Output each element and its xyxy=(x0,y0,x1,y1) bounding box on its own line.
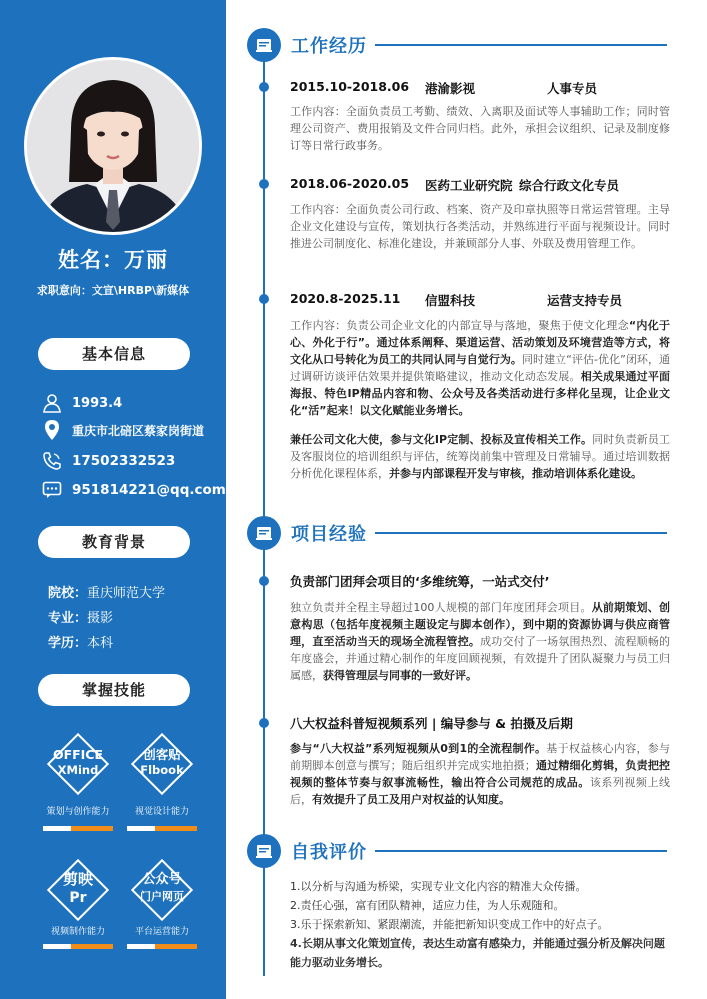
email-row xyxy=(40,478,226,502)
evaluation-section-title xyxy=(247,834,367,868)
skill-office-line2: XMind xyxy=(57,763,99,777)
project-1-desc-b: 从前期策划、创意构思（包括年度视频主题设定与脚本创作），到中期的资源协调与供应商管理，直至活动当天的现场全流程管控。 xyxy=(290,601,670,648)
skill-office-line1: OFFICE xyxy=(52,747,104,762)
evaluation-section-label: 自我评价 xyxy=(291,842,367,863)
job-3-period: 2020.8-2025.11 xyxy=(290,291,401,306)
skill-design-bar xyxy=(127,826,197,831)
address-value: 重庆市北碚区蔡家岗街道 xyxy=(72,423,205,438)
evaluation-item: 1.以分析与沟通为桥梁，实现专业文化内容的精准大众传播。 xyxy=(290,880,587,893)
skills-heading: 掌握技能 xyxy=(38,674,190,706)
job-intent: 求职意向：文宣\HRBP\新媒体 xyxy=(36,284,190,297)
birth-value: 1993.4 xyxy=(72,395,123,411)
sidebar xyxy=(0,0,226,999)
profile-photo xyxy=(24,57,202,235)
skill-video xyxy=(38,860,118,937)
chat-icon xyxy=(40,479,64,501)
project-2-desc-d: 该系列视频上线后， xyxy=(290,776,670,806)
skill-design-fill xyxy=(155,826,197,831)
education-heading: 教育背景 xyxy=(38,526,190,558)
job-3-extra xyxy=(290,431,670,482)
user-icon xyxy=(40,392,64,414)
book-icon xyxy=(247,28,281,62)
job-1-company: 港渝影视 xyxy=(425,81,476,96)
job-1-role: 人事专员 xyxy=(547,81,598,96)
birth-row xyxy=(40,391,122,415)
edu-school xyxy=(48,582,165,601)
skill-design xyxy=(122,734,202,817)
edu-degree xyxy=(48,632,113,651)
job-3-extra-b: 同时负责新员工及客服岗位的培训组织与评估，统筹岗前集中管理及日常辅导。通过培训数据分析优化课程体系， xyxy=(290,433,671,480)
skill-platform xyxy=(122,860,202,937)
job-3-extra-c: 并参与内部课程开发与审核，推动培训体系化建设。 xyxy=(389,467,642,480)
project-section-rule xyxy=(375,532,667,534)
project-2-desc-a: 参与“八大权益”系列短视频从0到1的全流程制作。 xyxy=(290,742,547,755)
skill-office-fill xyxy=(71,826,113,831)
email-value: 951814221@qq.com xyxy=(72,482,226,498)
location-pin-icon xyxy=(40,419,64,441)
job-1-desc: 工作内容：全面负责员工考勤、绩效、入离职及面试等人事辅助工作；同时管理公司资产、费用报销及文件合同归档。此外，承担会议组织、记录及制度修订等日常行政事务。 xyxy=(290,105,670,152)
job-3-desc-c: 同时建立“评估-优化”闭环，通过调研访谈评估效果并提供策略建议，推动文化动态发展。 xyxy=(290,353,671,383)
project-2-title: 八大权益科普短视频系列 | 编导参与 & 拍摄及后期 xyxy=(290,716,573,731)
project-1-title: 负责部门团拜会项目的‘多维统筹，一站式交付’ xyxy=(290,574,550,589)
basic-info-heading: 基本信息 xyxy=(38,338,190,370)
skill-platform-line1: 公众号 xyxy=(142,872,182,887)
skill-design-line1: 创客贴 xyxy=(143,747,181,762)
edu-degree-label: 学历： xyxy=(48,636,88,651)
phone-value: 17502332523 xyxy=(72,453,176,469)
job-2-role: 综合行政文化专员 xyxy=(519,178,620,193)
job-3-company: 信盟科技 xyxy=(425,293,476,308)
address-row xyxy=(40,418,204,442)
skill-design-line2: Flbook xyxy=(140,763,184,777)
skill-platform-line2: 门户网页 xyxy=(140,890,184,903)
job-3-desc-a: 工作内容：负责公司企业文化的内部宣导与落地，聚焦于使文化理念 xyxy=(290,319,629,332)
work-section-title xyxy=(247,28,367,62)
project-1-desc xyxy=(290,599,670,684)
skill-video-fill xyxy=(71,944,113,949)
skill-video-line1: 剪映 xyxy=(62,870,93,888)
edu-major-label: 专业： xyxy=(48,611,88,626)
evaluation-item: 3.乐于探索新知、紧跟潮流，并能把新知识变成工作中的好点子。 xyxy=(290,918,609,931)
project-1-desc-c: 成功交付了一场氛围热烈、流程顺畅的年度盛会，并通过精心制作的年度回顾视频，有效提升了团队凝聚力与员工归属感， xyxy=(290,635,671,682)
work-section-label: 工作经历 xyxy=(291,36,367,57)
edu-school-label: 院校： xyxy=(48,586,88,601)
skill-platform-label: 平台运营能力 xyxy=(134,927,189,937)
job-3-desc-d: 相关成果通过平面海报、特色IP精品内容和物、公众号及各类活动进行多样化呈现，让企业文化“活”起来！以文化赋能业务增长。 xyxy=(290,370,671,417)
timeline-dot xyxy=(259,576,269,586)
edu-major xyxy=(48,607,113,626)
skill-video-bar xyxy=(43,944,113,949)
edu-school-value: 重庆师范大学 xyxy=(87,586,166,601)
project-2-desc-e: 有效提升了员工及用户对权益的认知度。 xyxy=(312,793,510,806)
skill-office xyxy=(38,734,118,817)
skill-video-label: 视频制作能力 xyxy=(50,927,105,937)
job-3-extra-a: 兼任公司文化大使，参与文化IP定制、投标及宣传相关工作。 xyxy=(290,433,593,446)
person-name: 姓名：万丽 xyxy=(58,248,168,272)
edu-degree-value: 本科 xyxy=(87,636,114,651)
job-3-role: 运营支持专员 xyxy=(547,293,623,308)
job-3-desc-b: “内化于心、外化于行”。通过体系阐释、渠道运营、活动策划及环境营造等方式，将文化从口号转化为员工的共同认同与自觉行为。 xyxy=(290,319,671,366)
job-2-period: 2018.06-2020.05 xyxy=(290,176,410,191)
timeline-dot xyxy=(259,82,269,92)
phone-icon xyxy=(40,450,64,472)
project-2-desc-c: 通过精细化剪辑，负责把控视频的整体节奏与叙事流畅性，输出符合公司规范的成品。 xyxy=(290,759,671,789)
skill-video-line2: Pr xyxy=(69,890,87,906)
skill-platform-fill xyxy=(155,944,197,949)
timeline-dot xyxy=(259,294,269,304)
project-2-desc-b: 基于权益核心内容，参与前期脚本创意与撰写；随后组织并完成实地拍摄； xyxy=(290,742,671,772)
job-3-desc xyxy=(290,317,670,419)
work-section-rule xyxy=(375,44,667,46)
project-section-label: 项目经验 xyxy=(291,524,367,545)
timeline-dot xyxy=(259,718,269,728)
project-2-desc xyxy=(290,740,670,808)
project-section-title xyxy=(247,516,367,550)
evaluation-item: 2.责任心强，富有团队精神，适应力佳，为人乐观随和。 xyxy=(290,899,565,912)
evaluation-list xyxy=(290,877,675,972)
job-2-desc: 工作内容：全面负责公司行政、档案、资产及印章执照等日常运营管理。主导企业文化建设与宣传，策划执行各类活动，并熟练进行平面与视频设计。同时推进公司制度化、标准化建设，并兼顾部分人事、外联及费用管理工作。 xyxy=(290,203,670,250)
book-icon xyxy=(247,516,281,550)
project-1-desc-d: 获得管理层与同事的一致好评。 xyxy=(323,669,477,682)
project-1-desc-a: 独立负责并全程主导超过100人规模的部门年度团拜会项目。 xyxy=(290,601,592,614)
phone-row xyxy=(40,449,175,473)
book-icon xyxy=(247,834,281,868)
skill-design-label: 视觉设计能力 xyxy=(134,807,189,817)
evaluation-item: 4.长期从事文化策划宣传，表达生动富有感染力，并能通过强分析及解决问题能力驱动业务增长。 xyxy=(290,937,665,969)
edu-major-value: 摄影 xyxy=(87,611,114,626)
evaluation-section-rule xyxy=(375,850,667,852)
skill-office-label: 策划与创作能力 xyxy=(46,807,110,817)
skill-platform-bar xyxy=(127,944,197,949)
job-2-company: 医药工业研究院 xyxy=(425,178,513,193)
timeline-dot xyxy=(259,179,269,189)
skill-office-bar xyxy=(43,826,113,831)
job-1-period: 2015.10-2018.06 xyxy=(290,79,410,94)
